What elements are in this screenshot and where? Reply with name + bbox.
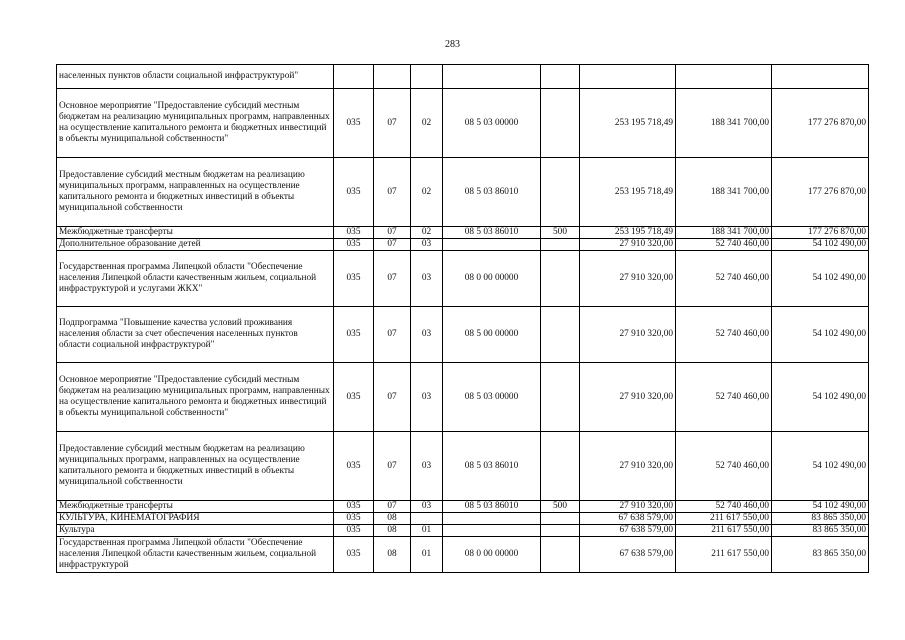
amount-year-2: 188 341 700,00 [676,89,772,158]
amount-year-1: 27 910 320,00 [580,251,676,307]
subsection-code: 02 [411,227,443,239]
subsection-code: 03 [411,239,443,251]
amount-year-2: 188 341 700,00 [676,158,772,227]
amount-year-3: 54 102 490,00 [772,363,869,432]
expense-type-code [541,537,580,573]
expense-type-code [541,363,580,432]
row-name: Межбюджетные трансферты [57,501,334,513]
amount-year-2: 211 617 550,00 [676,513,772,525]
amount-year-1: 253 195 718,49 [580,158,676,227]
ministry-code: 035 [334,513,374,525]
target-article-code: 08 5 03 00000 [443,363,541,432]
section-code: 07 [374,501,411,513]
ministry-code: 035 [334,251,374,307]
row-name: Предоставление субсидий местным бюджетам на реализацию муниципальных программ, направленных на осуществление капитального ремонта и бюджетных инвестиций в объекты муниципальной собственности [57,158,334,227]
row-name: Предоставление субсидий местным бюджетам на реализацию муниципальных программ, направленных на осуществление капитального ремонта и бюджетных инвестиций в объекты муниципальной собственности [57,432,334,501]
row-name: Дополнительное образование детей [57,239,334,251]
amount-year-3: 54 102 490,00 [772,432,869,501]
expense-type-code [541,65,580,89]
subsection-code: 03 [411,501,443,513]
section-code: 07 [374,89,411,158]
ministry-code: 035 [334,525,374,537]
table-row [57,501,869,513]
table-row [57,432,869,501]
expense-type-code [541,307,580,363]
expense-type-code: 500 [541,227,580,239]
amount-year-3: 83 865 350,00 [772,537,869,573]
expense-type-code [541,239,580,251]
subsection-code: 03 [411,307,443,363]
expense-type-code [541,158,580,227]
section-code [374,65,411,89]
amount-year-2: 188 341 700,00 [676,227,772,239]
target-article-code [443,513,541,525]
expense-type-code [541,89,580,158]
amount-year-1: 27 910 320,00 [580,432,676,501]
ministry-code: 035 [334,89,374,158]
target-article-code: 08 0 00 00000 [443,537,541,573]
amount-year-1: 67 638 579,00 [580,513,676,525]
amount-year-3: 177 276 870,00 [772,89,869,158]
amount-year-3: 54 102 490,00 [772,251,869,307]
row-name: Межбюджетные трансферты [57,227,334,239]
ministry-code: 035 [334,537,374,573]
ministry-code: 035 [334,501,374,513]
amount-year-1: 27 910 320,00 [580,501,676,513]
target-article-code: 08 5 03 86010 [443,501,541,513]
page-number: 283 [445,39,460,50]
subsection-code: 03 [411,363,443,432]
section-code: 07 [374,251,411,307]
table-row [57,65,869,89]
amount-year-2: 52 740 460,00 [676,239,772,251]
ministry-code: 035 [334,227,374,239]
subsection-code: 01 [411,525,443,537]
table-row [57,525,869,537]
row-name: Государственная программа Липецкой области "Обеспечение населения Липецкой области качественным жильем, социальной инфраструктурой [57,537,334,573]
table-row [57,239,869,251]
row-name: Культура [57,525,334,537]
subsection-code: 03 [411,432,443,501]
amount-year-2: 52 740 460,00 [676,363,772,432]
amount-year-2: 52 740 460,00 [676,251,772,307]
ministry-code: 035 [334,158,374,227]
section-code: 08 [374,537,411,573]
section-code: 08 [374,513,411,525]
table-row [57,158,869,227]
table-row [57,307,869,363]
expense-type-code [541,251,580,307]
amount-year-2 [676,65,772,89]
amount-year-3: 177 276 870,00 [772,227,869,239]
table-row [57,513,869,525]
budget-table [56,64,869,573]
section-code: 07 [374,432,411,501]
amount-year-2: 211 617 550,00 [676,537,772,573]
ministry-code: 035 [334,307,374,363]
amount-year-2: 52 740 460,00 [676,307,772,363]
amount-year-1: 67 638 579,00 [580,525,676,537]
section-code: 07 [374,239,411,251]
amount-year-1: 27 910 320,00 [580,307,676,363]
amount-year-3 [772,65,869,89]
target-article-code: 08 5 03 00000 [443,89,541,158]
amount-year-1: 67 638 579,00 [580,537,676,573]
amount-year-3: 54 102 490,00 [772,239,869,251]
section-code: 07 [374,307,411,363]
amount-year-3: 83 865 350,00 [772,525,869,537]
amount-year-2: 211 617 550,00 [676,525,772,537]
amount-year-3: 54 102 490,00 [772,501,869,513]
table-row [57,227,869,239]
amount-year-3: 54 102 490,00 [772,307,869,363]
row-name: КУЛЬТУРА, КИНЕМАТОГРАФИЯ [57,513,334,525]
subsection-code [411,513,443,525]
section-code: 07 [374,363,411,432]
section-code: 07 [374,158,411,227]
subsection-code: 02 [411,89,443,158]
target-article-code [443,65,541,89]
subsection-code: 02 [411,158,443,227]
expense-type-code: 500 [541,501,580,513]
amount-year-1: 253 195 718,49 [580,227,676,239]
amount-year-1: 27 910 320,00 [580,239,676,251]
amount-year-2: 52 740 460,00 [676,432,772,501]
row-name: населенных пунктов области социальной инфраструктурой" [57,65,334,89]
section-code: 07 [374,227,411,239]
table-row [57,251,869,307]
expense-type-code [541,432,580,501]
amount-year-1 [580,65,676,89]
ministry-code [334,65,374,89]
table-body [57,65,869,573]
table-row [57,89,869,158]
expense-type-code [541,525,580,537]
amount-year-3: 83 865 350,00 [772,513,869,525]
amount-year-1: 27 910 320,00 [580,363,676,432]
table-row [57,537,869,573]
row-name: Основное мероприятие "Предоставление субсидий местным бюджетам на реализацию муниципальных программ, направленных на осуществление капитального ремонта и бюджетных инвестиций в объекты муниципальной собственности" [57,363,334,432]
row-name: Основное мероприятие "Предоставление субсидий местным бюджетам на реализацию муниципальных программ, направленных на осуществление капитального ремонта и бюджетных инвестиций в объекты муниципальной собственности" [57,89,334,158]
target-article-code: 08 5 03 86010 [443,158,541,227]
ministry-code: 035 [334,239,374,251]
ministry-code: 035 [334,432,374,501]
amount-year-3: 177 276 870,00 [772,158,869,227]
target-article-code: 08 5 03 86010 [443,432,541,501]
subsection-code [411,65,443,89]
target-article-code: 08 0 00 00000 [443,251,541,307]
subsection-code: 03 [411,251,443,307]
ministry-code: 035 [334,363,374,432]
table-row [57,363,869,432]
amount-year-1: 253 195 718,49 [580,89,676,158]
subsection-code: 01 [411,537,443,573]
target-article-code: 08 5 00 00000 [443,307,541,363]
target-article-code [443,525,541,537]
section-code: 08 [374,525,411,537]
row-name: Подпрограмма "Повышение качества условий проживания населения области за счет обеспечения населенных пунктов области социальной инфраструктурой" [57,307,334,363]
target-article-code [443,239,541,251]
target-article-code: 08 5 03 86010 [443,227,541,239]
expense-type-code [541,513,580,525]
row-name: Государственная программа Липецкой области "Обеспечение населения Липецкой области качественным жильем, социальной инфраструктурой и услугами ЖКХ" [57,251,334,307]
amount-year-2: 52 740 460,00 [676,501,772,513]
